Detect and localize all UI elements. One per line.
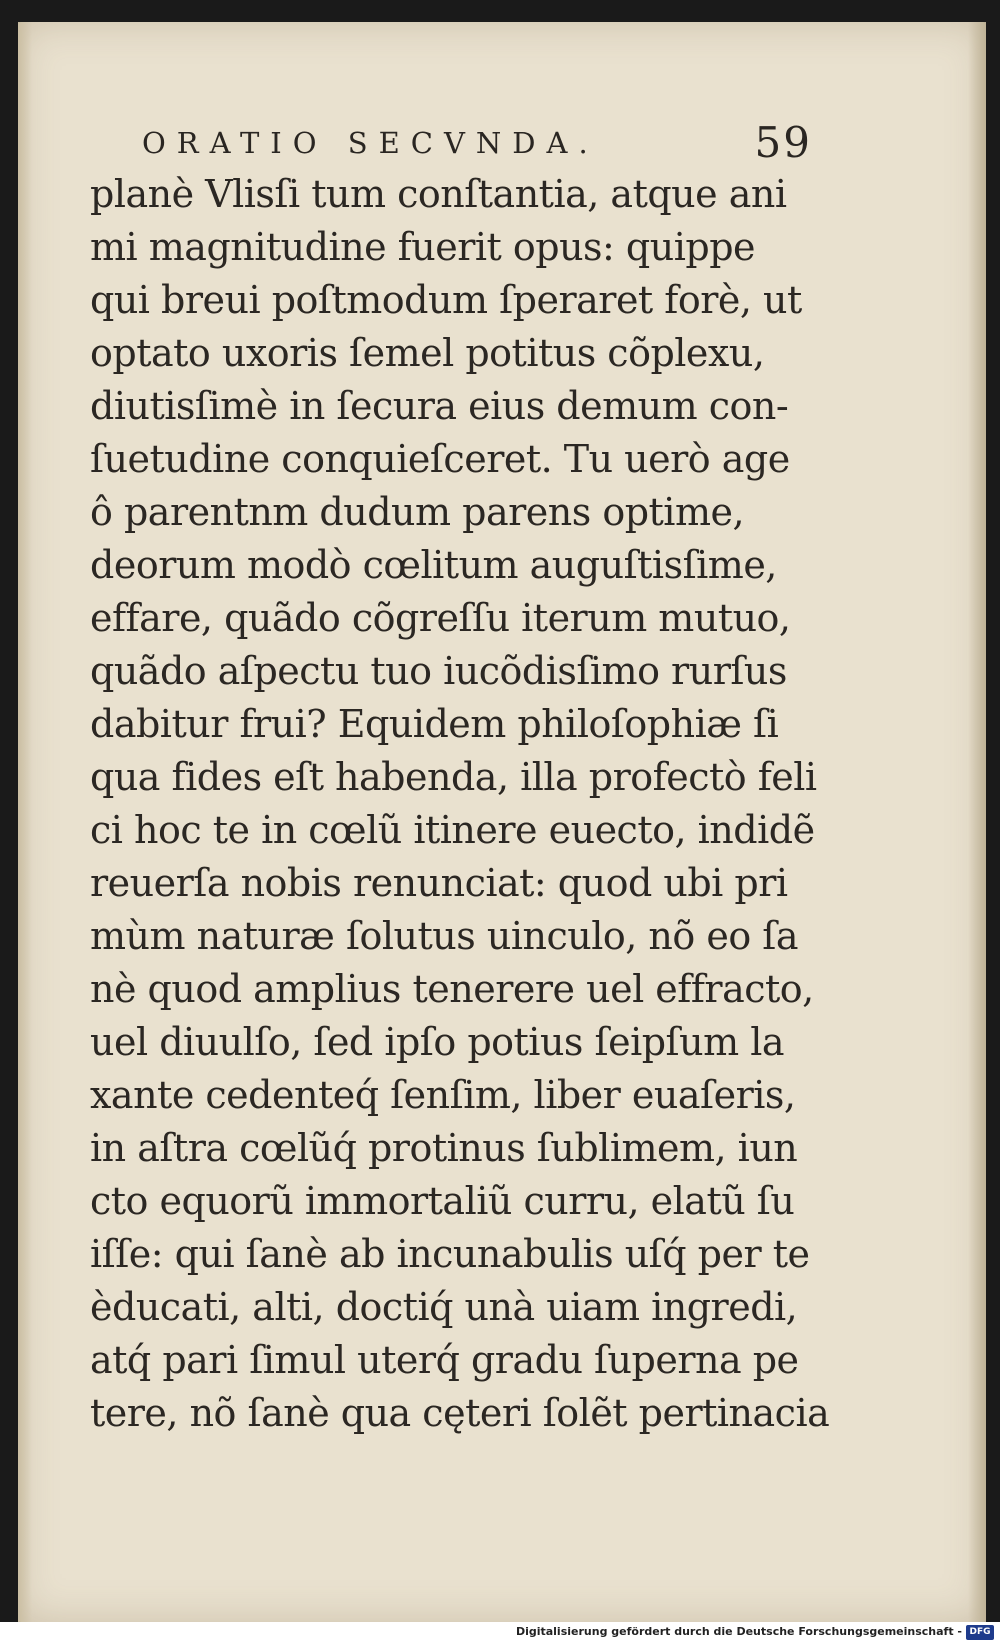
- text-line: èducati, alti, doctiq́ unà uiam ingredi,: [90, 1285, 798, 1329]
- text-line: mi magnitudine fuerit opus: quippe: [90, 225, 756, 269]
- text-line: deorum modò cœlitum auguſtisſime,: [90, 543, 777, 587]
- text-line: cto equorũ immortaliũ curru, elatũ ſu: [90, 1179, 795, 1223]
- text-line: xante cedenteq́ ſenſim, liber euaſeris,: [90, 1073, 796, 1117]
- digitization-footer: [0, 1622, 1000, 1644]
- dfg-logo: DFG: [966, 1625, 994, 1640]
- text-line: tere, nõ ſanè qua cęteri ſolẽt pertinacia: [90, 1391, 830, 1435]
- text-line: ô parentnm dudum parens optime,: [90, 490, 745, 534]
- text-line: planè Vlisſi tum conſtantia, atque ani: [90, 172, 787, 216]
- text-line: qui breui poſtmodum ſperaret forè, ut: [90, 278, 802, 322]
- page-number: 59: [754, 118, 812, 167]
- text-line: ſuetudine conquieſceret. Tu uerò age: [90, 437, 790, 481]
- text-line: effare, quãdo cõgreſſu iterum mutuo,: [90, 596, 791, 640]
- running-title: ORATIO SECVNDA.: [142, 126, 599, 160]
- text-line: nè quod amplius tenerere uel effracto,: [90, 967, 814, 1011]
- page-edge-right: [968, 22, 986, 1622]
- text-line: in aſtra cœlũq́ protinus ſublimem, iun: [90, 1126, 798, 1170]
- text-line: uel diuulſo, ſed ipſo potius ſeipſum la: [90, 1020, 785, 1064]
- text-line: mùm naturæ ſolutus uinculo, nõ eo ſa: [90, 914, 798, 958]
- text-line: iſſe: qui ſanè ab incunabulis uſq́ per te: [90, 1232, 810, 1276]
- running-head: [142, 118, 812, 168]
- body-text: [90, 168, 830, 1438]
- funding-credit: Digitalisierung gefördert durch die Deutsche Forschungsgemeinschaft -: [515, 1625, 962, 1638]
- text-line: qua fides eſt habenda, illa profectò feli: [90, 755, 817, 799]
- text-line: optato uxoris ſemel potitus cõplexu,: [90, 331, 765, 375]
- page-edge-left: [18, 22, 32, 1622]
- text-line: atq́ pari ſimul uterq́ gradu ſuperna pe: [90, 1338, 799, 1382]
- text-line: dabitur frui? Equidem philoſophiæ ſi: [90, 702, 779, 746]
- text-line: reuerſa nobis renunciat: quod ubi pri: [90, 861, 788, 905]
- text-line: ci hoc te in cœlũ itinere euecto, indidẽ: [90, 808, 815, 852]
- text-line: diutisſimè in ſecura eius demum con-: [90, 384, 789, 428]
- text-line: quãdo aſpectu tuo iucõdisſimo rurſus: [90, 649, 787, 693]
